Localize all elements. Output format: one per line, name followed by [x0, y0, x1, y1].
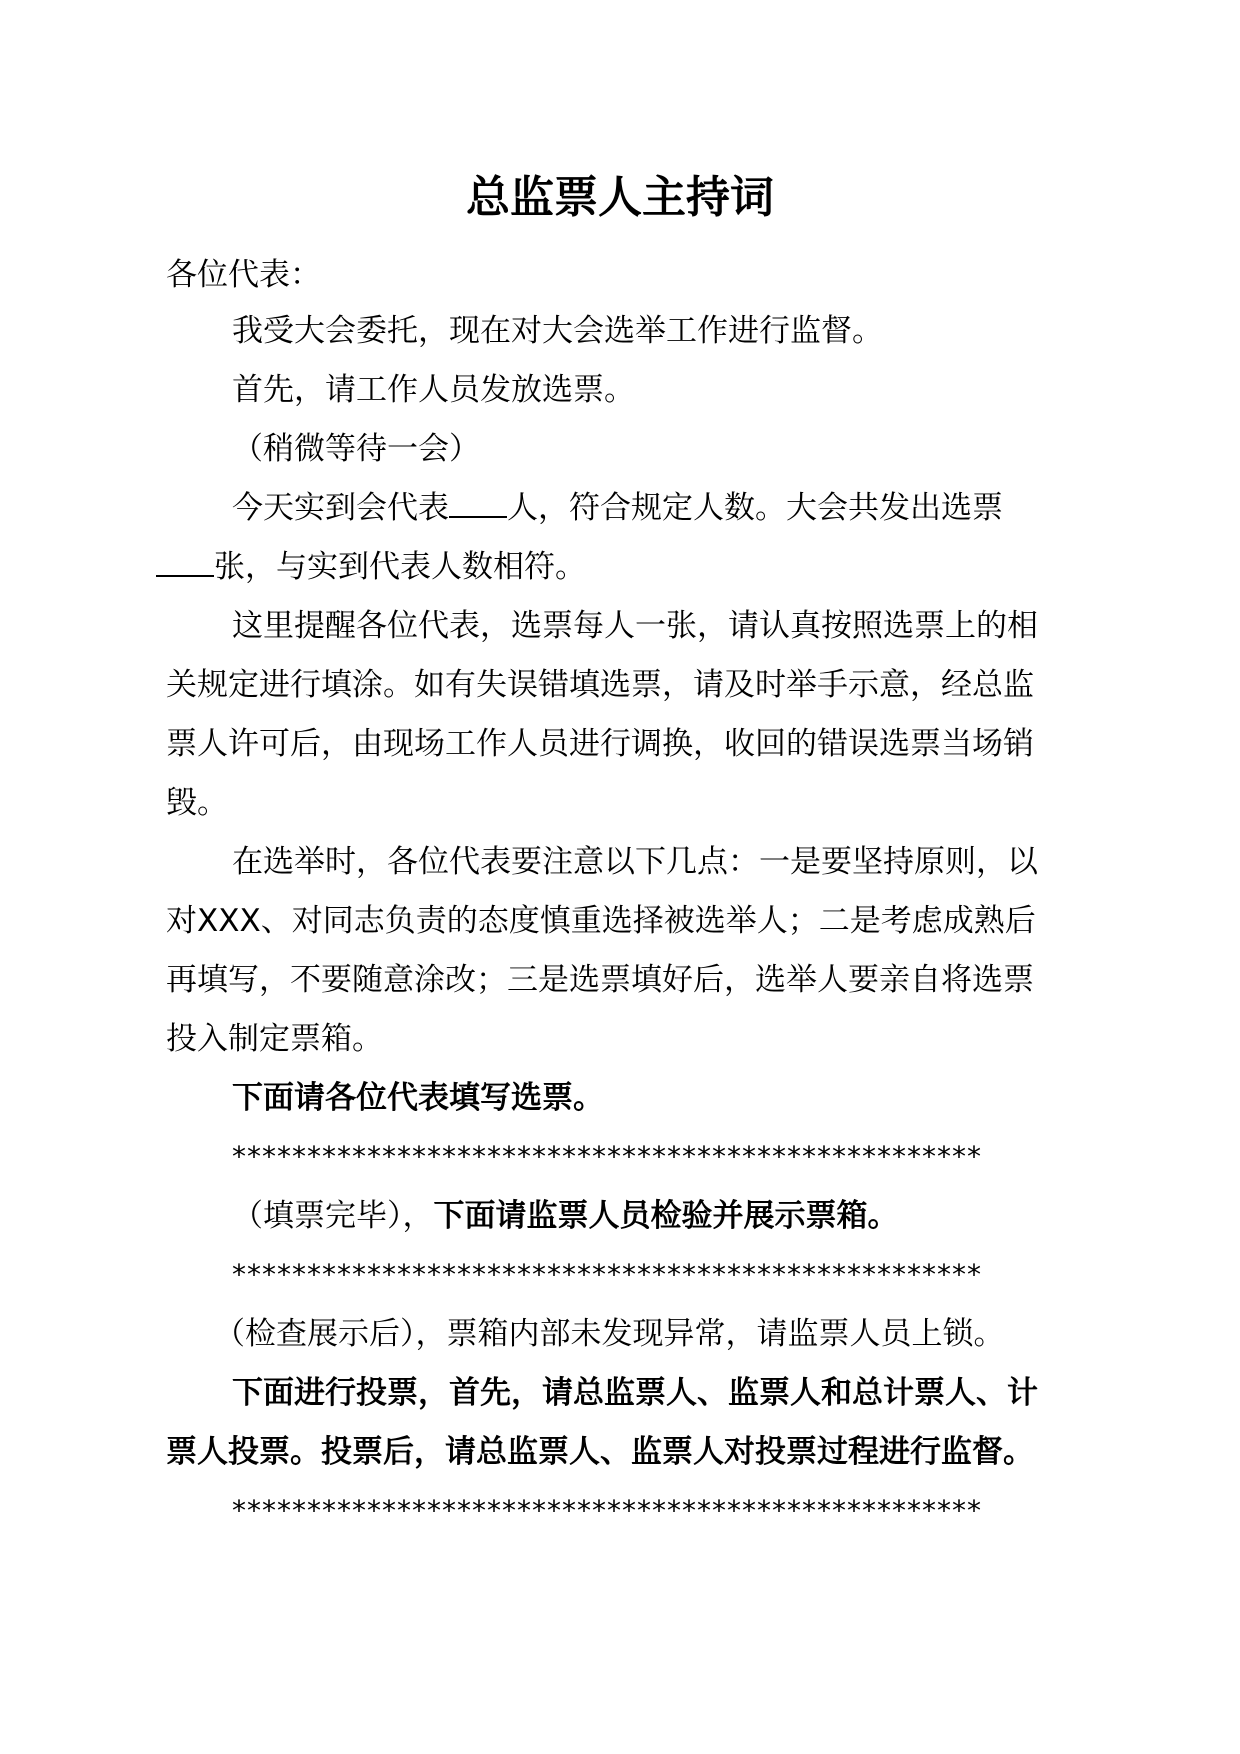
paragraph-attendance-line-2 — [156, 542, 586, 592]
paragraph-fill-ballot: 下面请各位代表填写选票。 — [232, 1080, 604, 1116]
paragraph-voting-line: 下面进行投票，首先，请总监票人、监票人和总计票人、计 — [232, 1375, 1038, 1411]
paragraph-distribute: 首先，请工作人员发放选票。 — [232, 372, 635, 408]
separator-stars: ************************************************** — [232, 1258, 982, 1291]
attendance-text-b: 人，符合规定人数。大会共发出选票 — [507, 490, 1003, 526]
ballot-count-blank — [156, 551, 214, 577]
paragraph-voting-line: 票人投票。投票后，请总监票人、监票人对投票过程进行监督。 — [166, 1434, 1034, 1470]
attendance-text-a: 今天实到会代表 — [232, 490, 449, 526]
document-title: 总监票人主持词 — [466, 172, 774, 223]
paragraph-reminder-line: 毁。 — [166, 785, 228, 821]
check-box-normal-text: （填票完毕）， — [232, 1198, 434, 1234]
paragraph-check-box — [232, 1191, 899, 1241]
paragraph-notes-line: 再填写，不要随意涂改；三是选票填好后，选举人要亲自将选票 — [166, 962, 1034, 998]
attendance-text-c: 张，与实到代表人数相符。 — [214, 549, 586, 585]
paragraph-reminder-line: 票人许可后，由现场工作人员进行调换，收回的错误选票当场销 — [166, 726, 1034, 762]
separator-stars: ************************************************** — [232, 1140, 982, 1173]
salutation: 各位代表： — [166, 257, 321, 293]
attendance-count-blank — [449, 492, 507, 518]
paragraph-notes-line: 投入制定票箱。 — [166, 1021, 383, 1057]
paragraph-notes-line: 对XXX、对同志负责的态度慎重选择被选举人；二是考虑成熟后 — [166, 903, 1036, 939]
paragraph-notes-line: 在选举时，各位代表要注意以下几点：一是要坚持原则，以 — [232, 844, 1038, 880]
check-box-bold-text: 下面请监票人员检验并展示票箱。 — [433, 1198, 899, 1234]
separator-stars: ************************************************** — [232, 1494, 982, 1527]
paragraph-reminder-line: 这里提醒各位代表，选票每人一张，请认真按照选票上的相 — [232, 608, 1038, 644]
paragraph-entrust: 我受大会委托，现在对大会选举工作进行监督。 — [232, 313, 883, 349]
paragraph-lock-box: （检查展示后），票箱内部未发现异常，请监票人员上锁。 — [214, 1316, 1005, 1352]
paragraph-attendance-line-1 — [232, 483, 1003, 533]
paragraph-wait-note: （稍微等待一会） — [232, 431, 480, 467]
paragraph-reminder-line: 关规定进行填涂。如有失误错填选票，请及时举手示意，经总监 — [166, 667, 1034, 703]
